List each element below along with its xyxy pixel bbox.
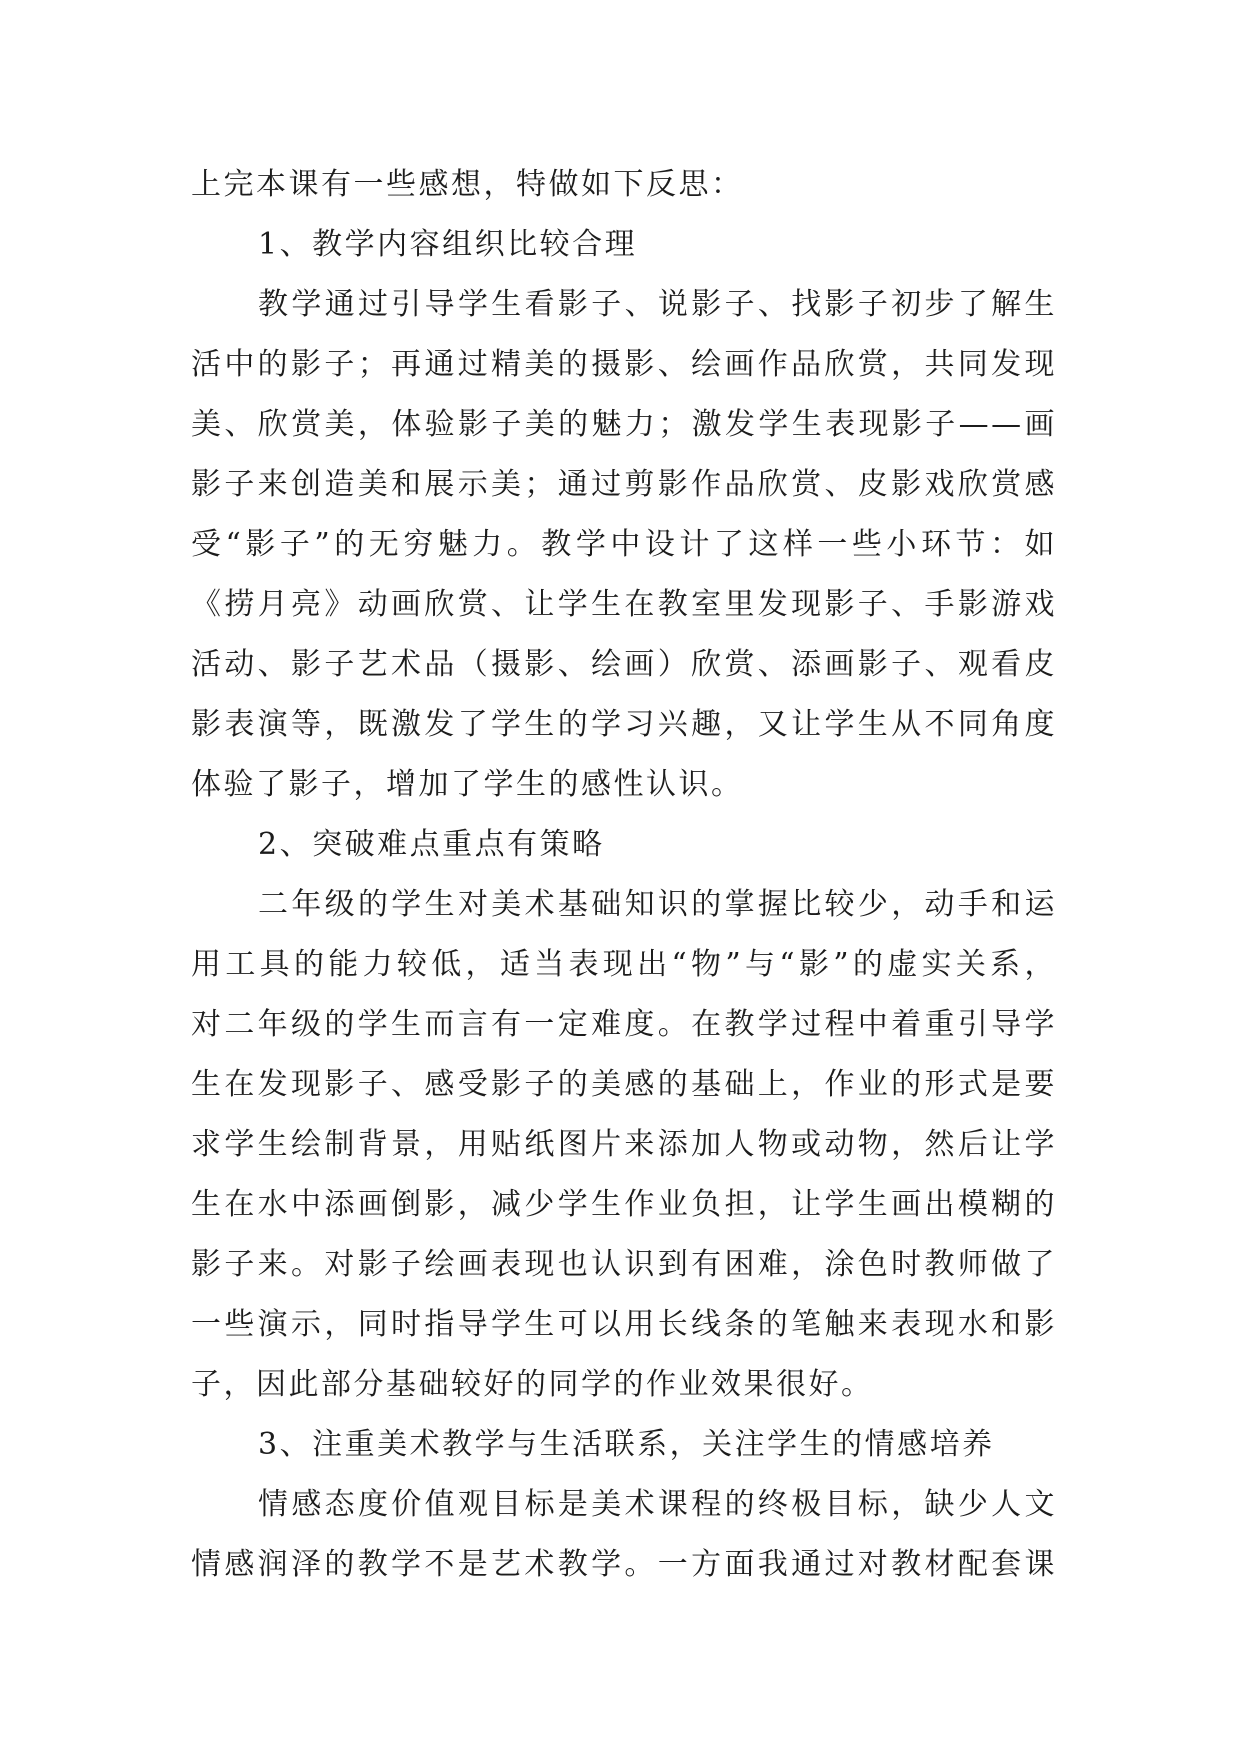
text-line: 受“影子”的无穷魅力。教学中设计了这样一些小环节：如 (191, 527, 1057, 562)
heading-line: 2、突破难点重点有策略 (258, 827, 605, 862)
section-heading-3 (191, 1415, 1057, 1475)
text-line: 情感态度价值观目标是美术课程的终极目标，缺少人文 (258, 1487, 1057, 1522)
text-line: 《捞月亮》动画欣赏、让学生在教室里发现影子、手影游戏 (191, 587, 1057, 622)
text-line: 生在发现影子、感受影子的美感的基础上，作业的形式是要 (191, 1067, 1057, 1102)
text-line: 二年级的学生对美术基础知识的掌握比较少，动手和运 (258, 887, 1057, 922)
heading-line: 1、教学内容组织比较合理 (258, 227, 638, 262)
section-heading-1 (191, 215, 1057, 275)
document-body (191, 155, 1057, 1595)
text-line: 生在水中添画倒影，减少学生作业负担，让学生画出模糊的 (191, 1187, 1057, 1222)
text-line: 影表演等，既激发了学生的学习兴趣，又让学生从不同角度 (191, 707, 1057, 742)
text-line: 美、欣赏美，体验影子美的魅力；激发学生表现影子——画 (191, 407, 1057, 442)
paragraph-section-2 (191, 875, 1057, 1415)
text-line: 子，因此部分基础较好的同学的作业效果很好。 (191, 1367, 874, 1402)
text-line: 对二年级的学生而言有一定难度。在教学过程中着重引导学 (191, 1007, 1057, 1042)
paragraph-intro (191, 155, 1057, 215)
text-line: 影子来。对影子绘画表现也认识到有困难，涂色时教师做了 (191, 1247, 1057, 1282)
text-line: 体验了影子，增加了学生的感性认识。 (191, 767, 744, 802)
text-line: 影子来创造美和展示美；通过剪影作品欣赏、皮影戏欣赏感 (191, 467, 1057, 502)
text-line: 用工具的能力较低，适当表现出“物”与“影”的虚实关系， (191, 947, 1057, 982)
text-line: 教学通过引导学生看影子、说影子、找影子初步了解生 (258, 287, 1057, 322)
text-line: 上完本课有一些感想，特做如下反思： (191, 167, 744, 202)
heading-line: 3、注重美术教学与生活联系，关注学生的情感培养 (258, 1427, 995, 1462)
text-line: 情感润泽的教学不是艺术教学。一方面我通过对教材配套课 (191, 1547, 1057, 1582)
text-line: 求学生绘制背景，用贴纸图片来添加人物或动物，然后让学 (191, 1127, 1057, 1162)
section-heading-2 (191, 815, 1057, 875)
paragraph-section-1 (191, 275, 1057, 815)
paragraph-section-3 (191, 1475, 1057, 1595)
text-line: 活动、影子艺术品（摄影、绘画）欣赏、添画影子、观看皮 (191, 647, 1057, 682)
text-line: 活中的影子；再通过精美的摄影、绘画作品欣赏，共同发现 (191, 347, 1057, 382)
text-line: 一些演示，同时指导学生可以用长线条的笔触来表现水和影 (191, 1307, 1057, 1342)
